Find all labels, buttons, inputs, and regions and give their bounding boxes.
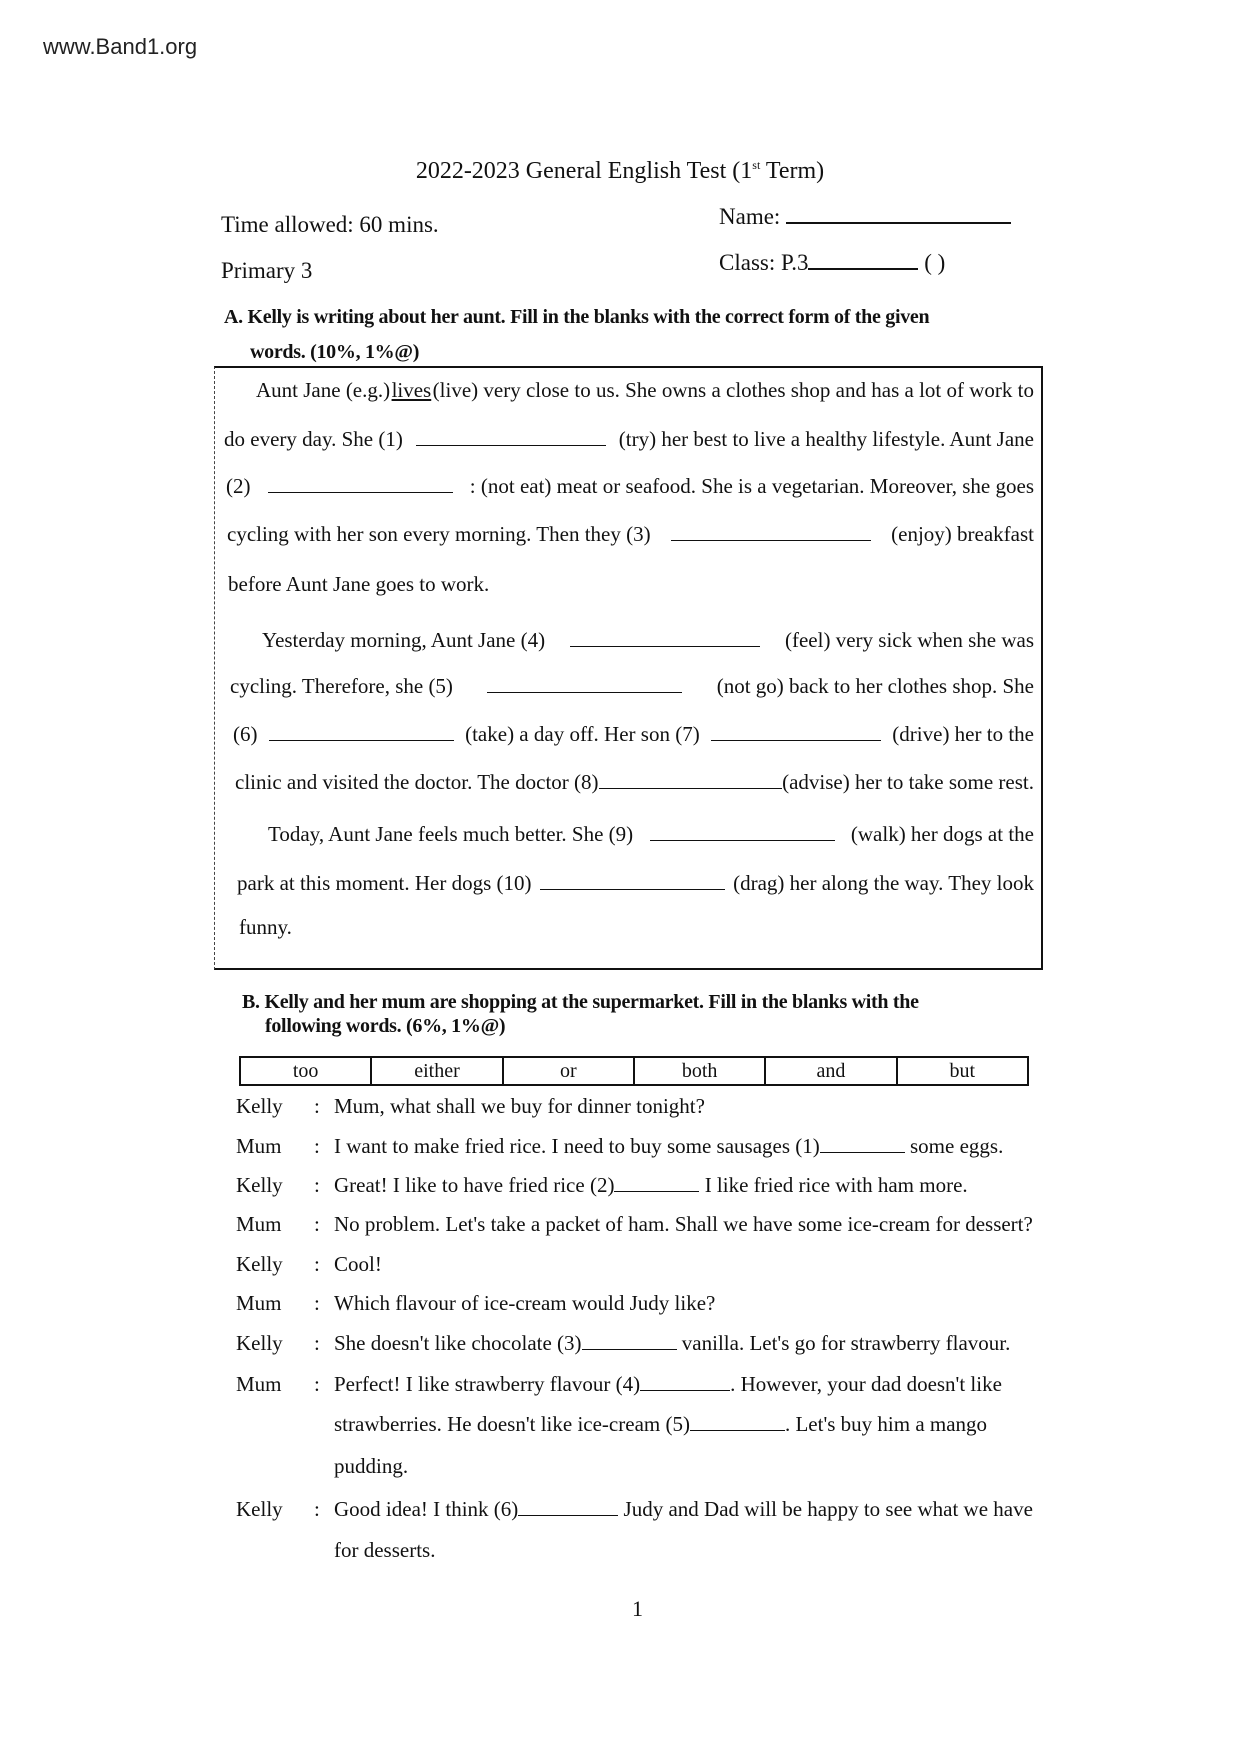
answer-blank[interactable] [614, 1173, 699, 1192]
passage-text: Great! I like to have fried rice (2) [334, 1173, 615, 1197]
passage-line [230, 674, 1034, 699]
passage-text: . Let's buy him a mango [784, 1412, 988, 1436]
dialogue-line [0, 1094, 1240, 1124]
class-label: Class: P.3 [719, 250, 809, 275]
answer-blank[interactable] [570, 628, 760, 647]
passage-text: park at this moment. Her dogs (10) [237, 871, 532, 895]
word-bank [239, 1056, 1029, 1086]
answer-blank[interactable] [582, 1331, 677, 1350]
passage-text: Judy and Dad will be happy to see what we have [618, 1497, 1033, 1521]
answer-blank[interactable] [671, 522, 871, 541]
passage-text: vanilla. Let's go for strawberry flavour. [676, 1331, 1011, 1355]
dialogue-text [334, 1497, 1033, 1522]
passage-text: Mum, what shall we buy for dinner tonight? [334, 1094, 705, 1118]
speaker-colon: : [314, 1212, 320, 1236]
answer-blank[interactable] [711, 722, 881, 741]
passage-line [237, 871, 1034, 896]
word-bank-item: but [949, 1060, 976, 1082]
name-label: Name: [719, 204, 781, 229]
passage-text: She doesn't like chocolate (3) [334, 1331, 582, 1355]
passage-text: Today, Aunt Jane feels much better. She (9) [268, 822, 634, 846]
dialogue-line [0, 1291, 1240, 1321]
answer-blank[interactable] [640, 1372, 730, 1391]
dialogue-text [334, 1134, 1003, 1159]
speaker-name: Mum [236, 1134, 282, 1158]
passage-text: do every day. She (1) [224, 427, 403, 451]
speaker-name: Kelly [236, 1173, 283, 1197]
speaker-colon: : [314, 1094, 320, 1118]
dialogue-text [334, 1454, 408, 1479]
example-answer: lives [391, 378, 432, 402]
passage-text: strawberries. He doesn't like ice-cream (5) [334, 1412, 690, 1436]
passage-text: (take) a day off. Her son (7) [465, 722, 700, 746]
passage-text: No problem. Let's take a packet of ham. Shall we have some ice-cream for dessert? [334, 1212, 1033, 1236]
title-text: 2022-2023 General English Test (1 [415, 158, 753, 184]
dialogue-line [0, 1412, 1240, 1442]
passage-text: pudding. [334, 1454, 409, 1478]
speaker-colon: : [314, 1173, 320, 1197]
passage-text: (walk) her dogs at the [850, 822, 1034, 846]
passage-text: (drag) her along the way. They look [733, 871, 1034, 895]
word-bank-item: both [635, 1058, 766, 1084]
passage-text: I like fried rice with ham more. [699, 1173, 968, 1197]
dialogue-text [334, 1538, 435, 1563]
passage-line [224, 427, 1034, 452]
dialogue-text [334, 1252, 382, 1277]
dialogue-text [334, 1291, 715, 1316]
passage-text: Perfect! I like strawberry flavour (4) [334, 1372, 641, 1396]
dialogue-line [0, 1538, 1240, 1568]
speaker-colon: : [314, 1291, 320, 1315]
speaker-colon: : [314, 1331, 320, 1355]
section-a-heading-cont: words. (10%, 1%@) [250, 341, 420, 363]
answer-blank[interactable] [416, 427, 606, 446]
speaker-name: Kelly [236, 1331, 283, 1355]
answer-blank[interactable] [268, 474, 453, 493]
dialogue-line [0, 1331, 1240, 1361]
passage-text: Cool! [334, 1252, 382, 1276]
dialogue-line [0, 1173, 1240, 1203]
class-blank[interactable] [808, 248, 918, 270]
passage-line [239, 915, 1034, 940]
passage-text: (advise) her to take some rest. [782, 770, 1034, 794]
speaker-colon: : [314, 1497, 320, 1521]
passage-line [228, 572, 1034, 597]
section-b-heading-cont: following words. (6%, 1%@) [265, 1015, 506, 1037]
dialogue-text [334, 1094, 705, 1119]
speaker-colon: : [314, 1372, 320, 1396]
passage-line [256, 378, 1034, 403]
dialogue-text [334, 1173, 968, 1198]
passage-text: (not go) back to her clothes shop. She [716, 674, 1034, 698]
speaker-name: Mum [236, 1212, 282, 1236]
passage-text: funny. [239, 915, 292, 939]
passage-text: (feel) very sick when she was [785, 628, 1034, 652]
passage-text: Which flavour of ice-cream would Judy like? [334, 1291, 716, 1315]
passage-text: before Aunt Jane goes to work. [228, 572, 490, 596]
speaker-name: Kelly [236, 1252, 283, 1276]
word-bank-item: too [241, 1058, 372, 1084]
test-title [0, 158, 1240, 185]
passage-text: . However, your dad doesn't like [730, 1372, 1002, 1396]
dialogue-line [0, 1134, 1240, 1164]
speaker-name: Mum [236, 1372, 282, 1396]
answer-blank[interactable] [690, 1412, 785, 1431]
time-allowed: Time allowed: 60 mins. [221, 212, 439, 237]
passage-text: cycling. Therefore, she (5) [230, 674, 453, 698]
dialogue-line [0, 1212, 1240, 1242]
level: Primary 3 [221, 258, 313, 283]
passage-text: (live) very close to us. She owns a clothes shop and has a lot of work to [432, 378, 1034, 402]
class-number: ( ) [924, 250, 946, 275]
dialogue-line [0, 1372, 1240, 1402]
passage-text: : (not eat) meat or seafood. She is a vegetarian. Moreover, she goes [469, 474, 1034, 498]
speaker-colon: : [314, 1252, 320, 1276]
website-watermark: www.Band1.org [43, 34, 198, 59]
section-a-heading: A. Kelly is writing about her aunt. Fill in the blanks with the correct form of the given [224, 306, 930, 328]
passage-text: clinic and visited the doctor. The doctor (8) [235, 770, 599, 794]
section-b-heading: B. Kelly and her mum are shopping at the supermarket. Fill in the blanks with the [242, 991, 919, 1013]
speaker-colon: : [314, 1134, 320, 1158]
word-bank-item: and [766, 1058, 897, 1084]
dialogue-line [0, 1454, 1240, 1484]
class-field[interactable] [719, 248, 945, 276]
name-field[interactable] [719, 202, 1011, 230]
passage-line [233, 722, 1034, 747]
word-bank-item: either [372, 1058, 503, 1084]
passage-text: for desserts. [334, 1538, 436, 1562]
passage-text: (drive) her to the [892, 722, 1034, 746]
page-number: 1 [632, 1596, 643, 1621]
passage-line [227, 522, 1034, 547]
dialogue-line [0, 1252, 1240, 1282]
speaker-name: Kelly [236, 1497, 283, 1521]
speaker-name: Kelly [236, 1094, 283, 1118]
passage-line [235, 770, 1034, 795]
dialogue-text [334, 1331, 1010, 1356]
word-bank-item: or [504, 1058, 635, 1084]
passage-line [226, 474, 1034, 499]
answer-blank[interactable] [487, 674, 682, 693]
passage-text: I want to make fried rice. I need to buy some sausages (1) [334, 1134, 820, 1158]
passage-text: (2) [226, 474, 251, 498]
passage-text: Yesterday morning, Aunt Jane (4) [262, 628, 546, 652]
passage-line [268, 822, 1034, 847]
answer-blank[interactable] [518, 1497, 618, 1516]
passage-text: (6) [233, 722, 258, 746]
name-blank[interactable] [786, 202, 1011, 224]
dialogue-line [0, 1497, 1240, 1527]
dialogue-text [334, 1212, 1033, 1237]
passage-text: (try) her best to live a healthy lifestyle. Aunt Jane [618, 427, 1034, 451]
passage-line [262, 628, 1034, 653]
speaker-name: Mum [236, 1291, 282, 1315]
title-superscript: st [752, 158, 761, 172]
answer-blank[interactable] [820, 1134, 905, 1153]
answer-blank[interactable] [650, 822, 835, 841]
answer-blank[interactable] [540, 871, 725, 890]
dialogue-text [334, 1372, 1002, 1397]
answer-blank[interactable] [599, 770, 783, 789]
passage-text: cycling with her son every morning. Then they (3) [227, 522, 651, 546]
passage-text: (enjoy) breakfast [891, 522, 1034, 546]
title-end: Term) [760, 158, 825, 184]
passage-text: Aunt Jane (e.g.) [256, 378, 391, 402]
passage-text: some eggs. [904, 1134, 1004, 1158]
passage-text: Good idea! I think (6) [334, 1497, 519, 1521]
dialogue-text [334, 1412, 987, 1437]
answer-blank[interactable] [269, 722, 454, 741]
